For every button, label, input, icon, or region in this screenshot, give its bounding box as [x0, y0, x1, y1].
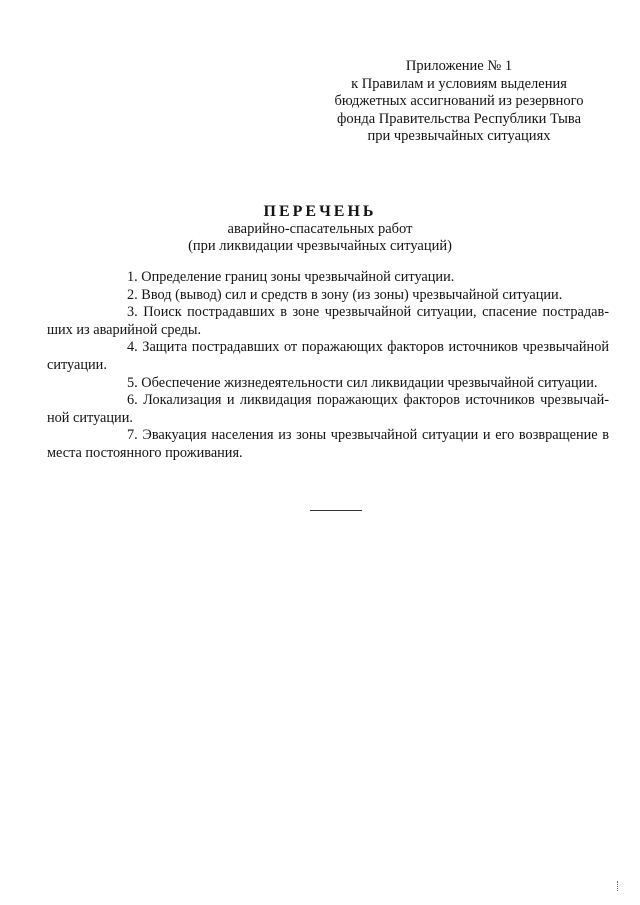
- appendix-header: [300, 58, 618, 146]
- appendix-line: к Правилам и условиям выделения: [351, 75, 567, 92]
- list-item-text: 3. Поиск пострадавших в зоне чрезвычайной ситуации, спасение пострадав-: [127, 304, 609, 321]
- list-item: [87, 269, 609, 287]
- scan-mark: [617, 881, 621, 891]
- list-item-text: 7. Эвакуация населения из зоны чрезвычайной ситуации и его возвращение в: [127, 427, 609, 444]
- list-item-text-cont: места постоянного проживания.: [47, 444, 243, 461]
- document-title: [0, 203, 640, 255]
- title-subtitle: аварийно-спасательных работ: [227, 221, 413, 237]
- appendix-line: при чрезвычайных ситуациях: [367, 128, 551, 145]
- appendix-line: бюджетных ассигнований из резервного: [334, 93, 584, 110]
- list-item: [47, 392, 609, 427]
- appendix-line: Приложение № 1: [405, 58, 513, 74]
- list-item: [87, 287, 609, 305]
- list-item: [87, 375, 609, 393]
- end-divider: [310, 510, 362, 511]
- list-item-text: 4. Защита пострадавших от поражающих факторов источников чрезвычайной: [127, 339, 609, 356]
- list-item: [47, 304, 609, 339]
- list-item-text: 2. Ввод (вывод) сил и средств в зону (из зоны) чрезвычайной ситуации.: [127, 286, 563, 303]
- title-main: ПЕРЕЧЕНЬ: [263, 203, 377, 220]
- list-item-text-cont: ситуации.: [47, 356, 107, 373]
- list-item: [47, 427, 609, 462]
- works-list: [47, 269, 609, 463]
- list-item: [47, 339, 609, 374]
- list-item-text-cont: ших из аварийной среды.: [47, 321, 202, 338]
- title-subtitle: (при ликвидации чрезвычайных ситуаций): [188, 238, 452, 254]
- list-item-text: 5. Обеспечение жизнедеятельности сил ликвидации чрезвычайной ситуации.: [127, 374, 598, 391]
- appendix-line: фонда Правительства Республики Тыва: [336, 110, 582, 127]
- list-item-text-cont: ной ситуации.: [47, 409, 133, 426]
- list-item-text: 6. Локализация и ликвидация поражающих факторов источников чрезвычай-: [127, 392, 609, 409]
- list-item-text: 1. Определение границ зоны чрезвычайной ситуации.: [127, 269, 455, 285]
